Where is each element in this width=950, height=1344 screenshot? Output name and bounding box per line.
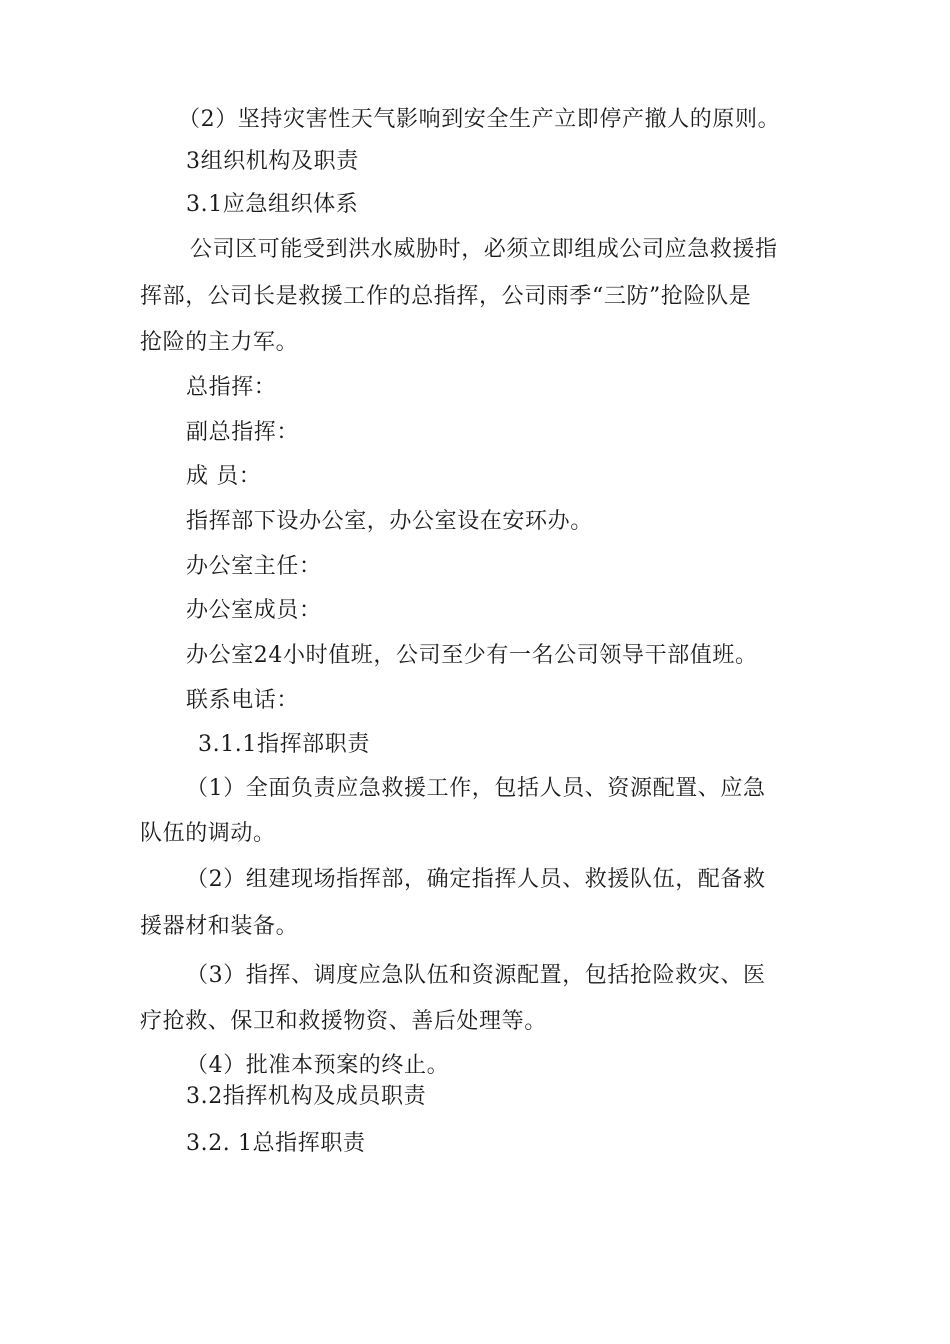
paragraph-duty: 办公室24小时值班，公司至少有一名公司领导干部值班。 xyxy=(186,643,758,668)
paragraph-line: 队伍的调动。 xyxy=(140,821,276,846)
paragraph-office: 指挥部下设办公室，办公室设在安环办。 xyxy=(186,509,593,534)
paragraph-line: 公司区可能受到洪水威胁时，必须立即组成公司应急救援指 xyxy=(190,237,778,262)
field-commander: 总指挥： xyxy=(186,375,277,400)
field-office-director: 办公室主任： xyxy=(186,554,322,579)
section-heading-3-1: 3.1应急组织体系 xyxy=(186,192,359,217)
section-heading-3-2: 3.2指挥机构及成员职责 xyxy=(186,1084,427,1109)
paragraph-line: 疗抢救、保卫和救援物资、善后处理等。 xyxy=(140,1009,547,1034)
field-deputy-commander: 副总指挥： xyxy=(186,420,300,445)
paragraph-line: （3）指挥、调度应急队伍和资源配置，包括抢险救灾、医 xyxy=(186,963,766,988)
section-heading-3-1-1: 3.1.1指挥部职责 xyxy=(198,732,370,757)
paragraph-principle-2: （2）坚持灾害性天气影响到安全生产立即停产撤人的原则。 xyxy=(178,107,781,132)
paragraph-line: （2）组建现场指挥部，确定指挥人员、救援队伍，配备救 xyxy=(186,867,766,892)
paragraph-line: 挥部，公司长是救援工作的总指挥，公司雨季“三防”抢险队是 xyxy=(140,284,752,309)
paragraph-line: （4）批准本预案的终止。 xyxy=(186,1053,450,1078)
paragraph-line: 援器材和装备。 xyxy=(140,914,299,939)
section-heading-3: 3组织机构及职责 xyxy=(186,149,359,174)
section-heading-3-2-1: 3.2. 1总指挥职责 xyxy=(186,1131,366,1156)
field-contact-phone: 联系电话： xyxy=(186,688,300,713)
paragraph-line: 抢险的主力军。 xyxy=(140,330,299,355)
field-members: 成 员： xyxy=(186,464,262,489)
field-office-members: 办公室成员： xyxy=(186,598,322,623)
paragraph-line: （1）全面负责应急救援工作，包括人员、资源配置、应急 xyxy=(186,776,766,801)
